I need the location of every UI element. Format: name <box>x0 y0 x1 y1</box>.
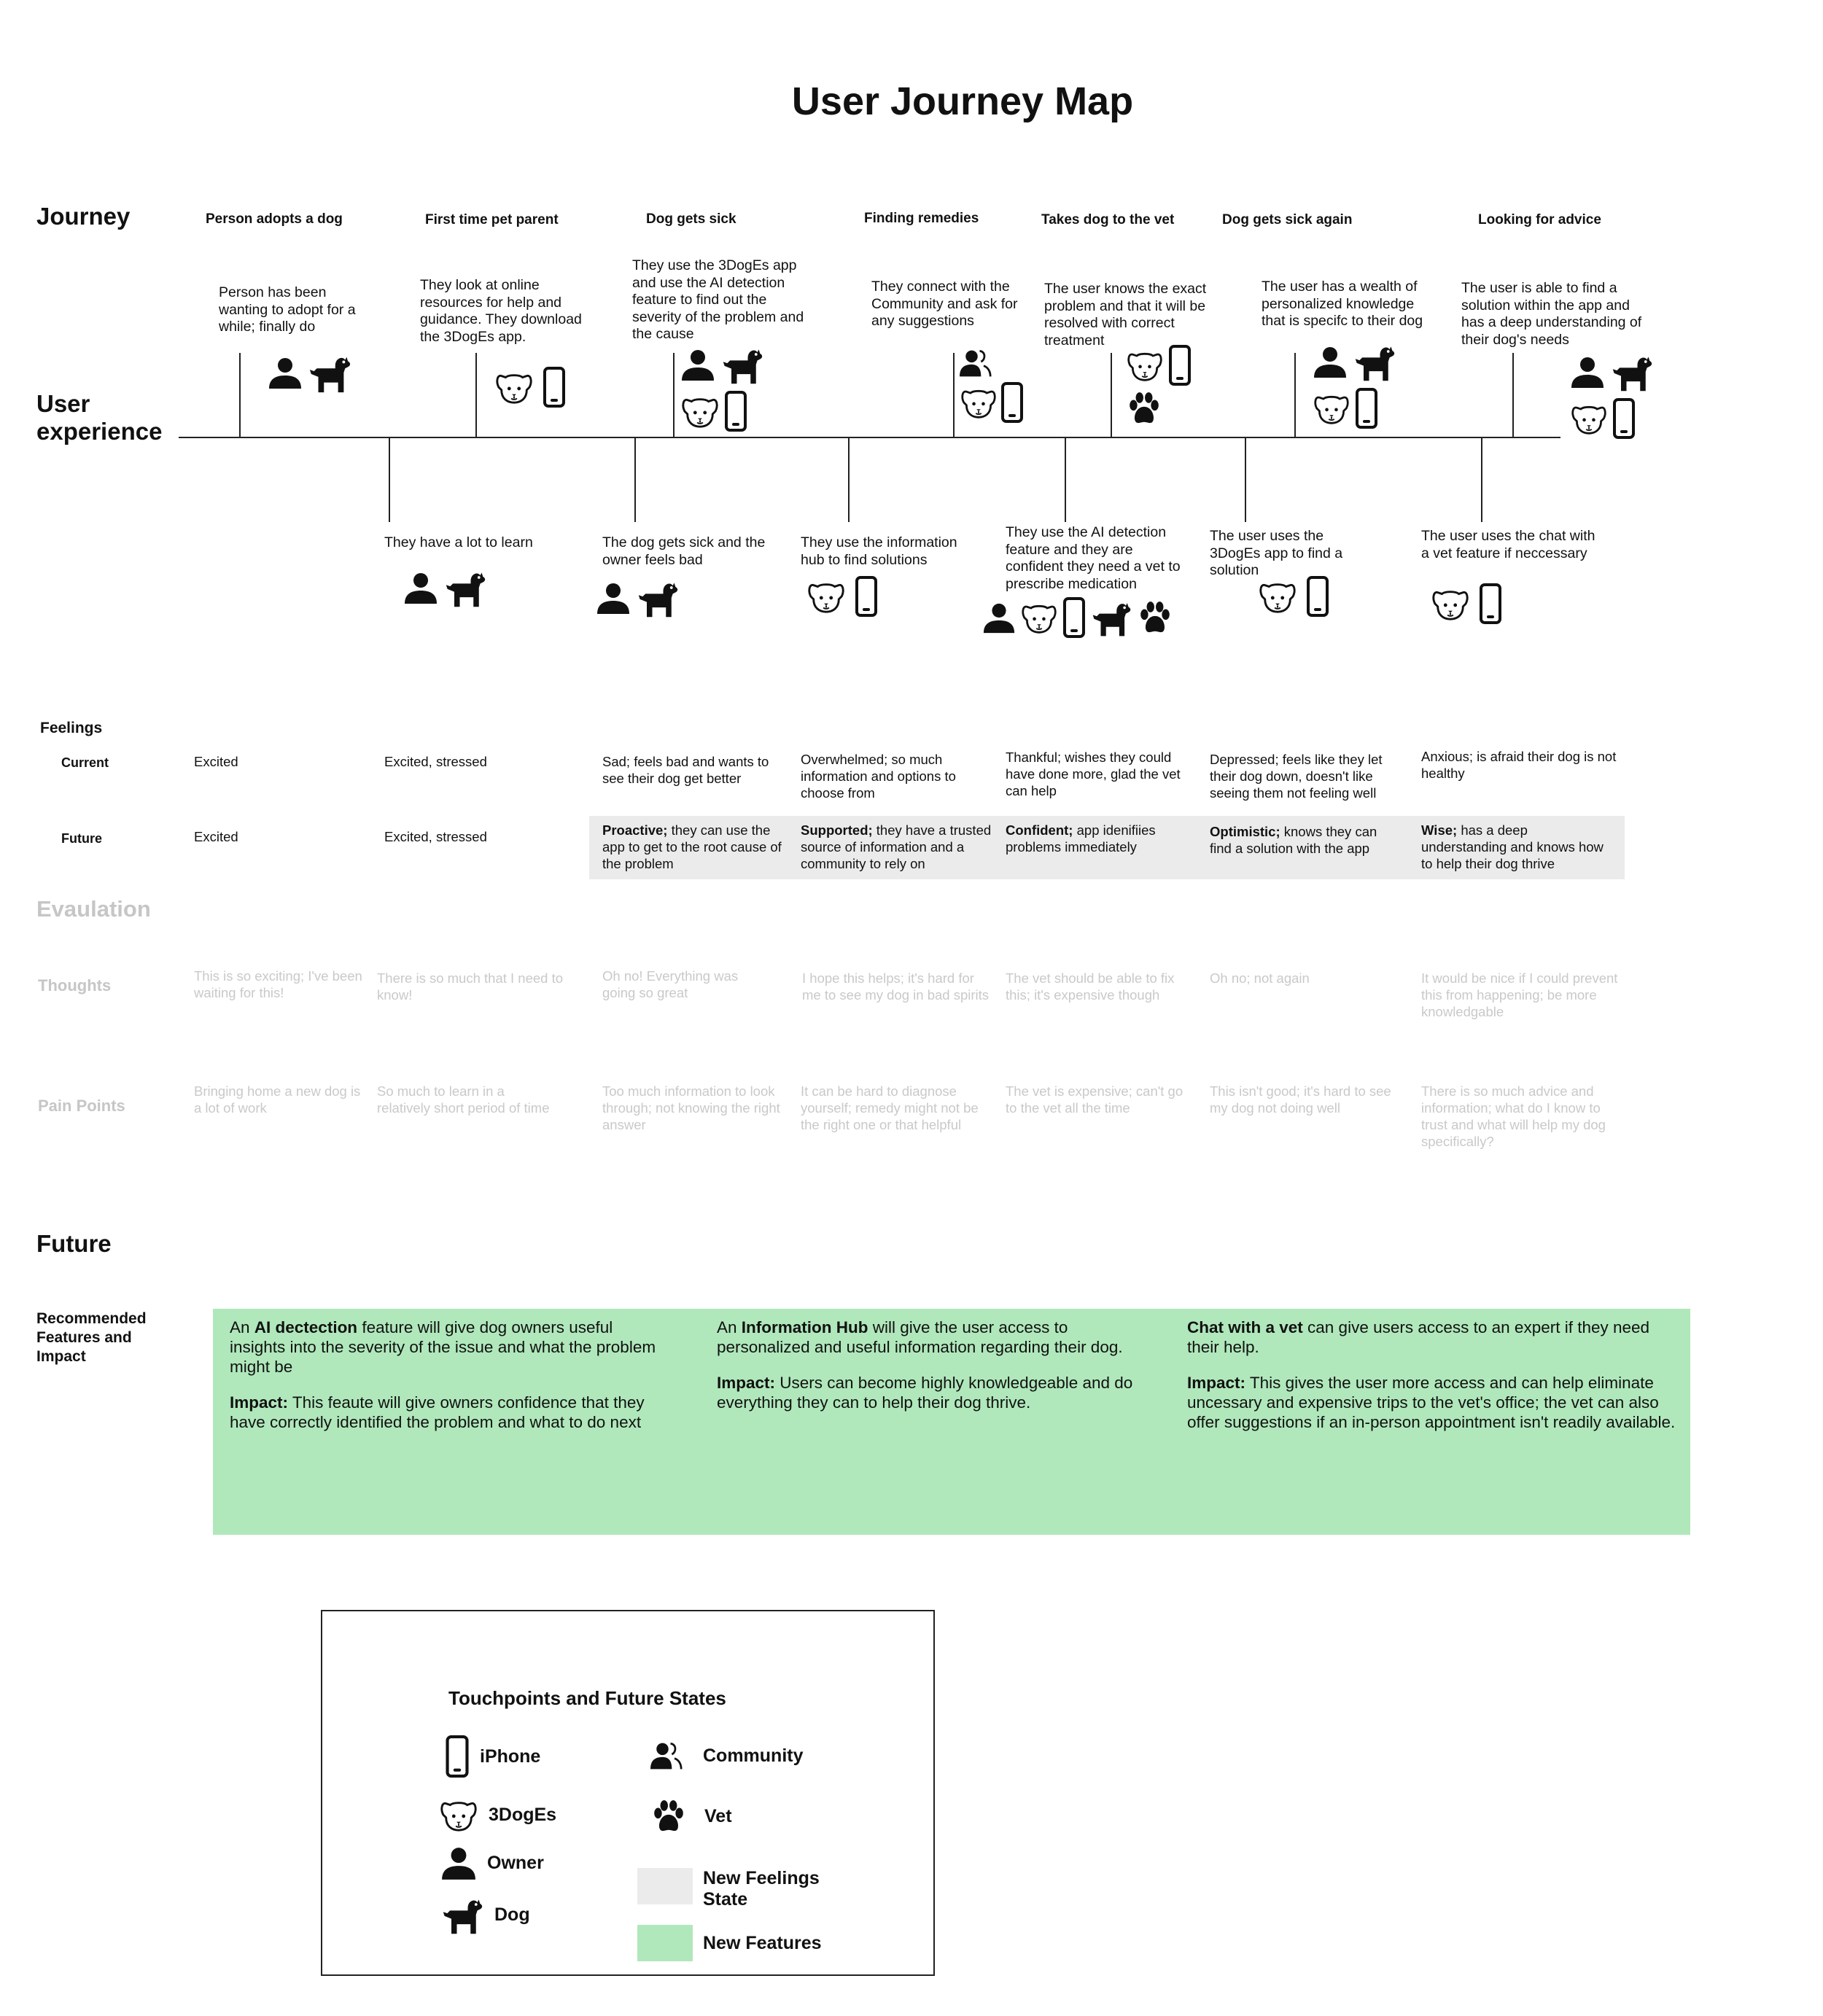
tick-up <box>673 353 675 437</box>
ux-bottom-3: They use the information hub to find solutions <box>801 534 957 568</box>
owner-icon <box>440 1845 477 1881</box>
new-feelings-swatch <box>637 1868 693 1904</box>
user-experience-label: User experience <box>36 390 163 445</box>
icons-group <box>806 576 878 617</box>
legend-iphone <box>445 1735 540 1778</box>
dog-icon <box>1090 596 1132 639</box>
stage-4: Finding remedies <box>864 211 979 226</box>
tick-up <box>1111 353 1112 437</box>
dog-icon <box>1609 350 1655 394</box>
feature-information-hub: An Information Hub will give the user access to personalized and useful information regarding their dog. Impact: Users can become highly knowledgeable and do everything they can to help their dog thrive. <box>717 1318 1133 1412</box>
ux-top-1: Person has been wanting to adopt for a while; finally do <box>219 284 356 335</box>
icons-group <box>403 566 488 610</box>
legend <box>321 1610 935 1976</box>
feeling-future: Wise; has a deep understanding and knows how to help their dog thrive <box>1421 822 1604 871</box>
iphone-icon <box>1000 382 1024 423</box>
stage-1: Person adopts a dog <box>206 211 343 227</box>
tick-down <box>1245 437 1246 522</box>
tick-down <box>1065 437 1066 522</box>
iphone-icon <box>543 367 566 408</box>
legend-owner <box>440 1845 544 1881</box>
feeling-future: Proactive; they can use the app to get to the root cause of the problem <box>602 822 782 871</box>
3dogs-app-icon <box>494 369 534 405</box>
dog-icon <box>443 566 488 610</box>
feeling-current: Thankful; wishes they could have done more, glad the vet can help <box>1006 750 1181 798</box>
legend-new-features-label: New Features <box>703 1932 822 1953</box>
pain-point: The vet is expensive; can't go to the vet all the time <box>1006 1083 1183 1116</box>
feeling-current: Overwhelmed; so much information and options to choose from <box>801 752 956 801</box>
3dogs-app-icon <box>439 1797 478 1833</box>
iphone-icon <box>855 576 878 617</box>
stage-5: Takes dog to the vet <box>1041 212 1175 227</box>
feelings-label: Feelings <box>40 720 103 736</box>
owner-icon <box>596 580 631 615</box>
community-icon <box>650 1740 683 1772</box>
thoughts-label: Thoughts <box>38 976 112 995</box>
ux-top-5: The user knows the exact problem and that it will be resolved with correct treatment <box>1044 281 1207 349</box>
3dogs-app-icon <box>960 385 998 420</box>
icons-group <box>494 367 566 408</box>
dog-icon <box>307 350 352 395</box>
feature-ai-detection: An AI dectection feature will give dog owners useful insights into the severity of the issue and what the problem might be Impact: This feaute will give owners confidence that they have correctly identified the problem and what to do next <box>230 1318 656 1431</box>
feeling-current: Excited, stressed <box>384 754 487 769</box>
legend-community-label: Community <box>703 1745 804 1766</box>
ux-top-7: The user is able to find a solution within the app and has a deep understanding of their dog's needs <box>1461 280 1642 348</box>
recommended-features-label: Recommended Features and Impact <box>36 1310 147 1365</box>
current-label: Current <box>61 755 109 770</box>
pain-point: This isn't good; it's hard to see my dog not doing well <box>1210 1083 1391 1116</box>
ux-bottom-4: They use the AI detection feature and they are confident they need a vet to prescribe medication <box>1006 524 1181 592</box>
icons-group <box>268 350 352 395</box>
legend-vet-label: Vet <box>704 1805 732 1826</box>
ux-bottom-5: The user uses the 3DogEs app to find a solution <box>1210 528 1343 578</box>
pain-points-label: Pain Points <box>38 1097 125 1115</box>
tick-up <box>1294 353 1296 437</box>
legend-dog-label: Dog <box>494 1904 530 1925</box>
tick-up <box>475 353 477 437</box>
icons-group <box>1431 583 1502 624</box>
legend-community <box>650 1740 804 1772</box>
3dogs-app-icon <box>1570 401 1608 436</box>
thought: Oh no; not again <box>1210 970 1310 986</box>
legend-owner-label: Owner <box>487 1852 544 1873</box>
3dogs-app-icon <box>680 393 720 429</box>
feeling-future: Optimistic; knows they can find a solution with the app <box>1210 824 1377 856</box>
thought: The vet should be able to fix this; it's expensive though <box>1006 970 1175 1003</box>
feeling-current: Anxious; is afraid their dog is not healthy <box>1421 749 1617 781</box>
tick-up <box>239 353 241 437</box>
thought: I hope this helps; it's hard for me to see my dog in bad spirits <box>802 970 990 1003</box>
owner-icon <box>1313 344 1348 379</box>
ux-bottom-1: They have a lot to learn <box>384 534 533 550</box>
ux-top-2: They look at online resources for help and guidance. They download the 3DogEs app. <box>420 277 582 345</box>
3dogs-app-icon <box>1258 578 1297 615</box>
community-icon <box>960 347 1040 379</box>
stage-2: First time pet parent <box>425 212 559 227</box>
feeling-future: Excited, stressed <box>384 829 487 844</box>
feeling-current: Excited <box>194 754 238 769</box>
stage-7: Looking for advice <box>1478 212 1601 227</box>
thought: There is so much that I need to know! <box>377 970 564 1003</box>
pain-point: There is so much advice and information; what do I know to trust and what will help my dog specifically? <box>1421 1083 1606 1149</box>
iphone-icon <box>1168 345 1192 386</box>
icons-group <box>1570 350 1665 439</box>
3dogs-app-icon <box>806 578 846 615</box>
feeling-current: Sad; feels bad and wants to see their dog get better <box>602 754 769 786</box>
journey-label: Journey <box>36 203 131 230</box>
legend-new-feelings-label: New Feelings State <box>703 1868 820 1910</box>
legend-vet <box>650 1798 732 1834</box>
tick-up <box>1512 353 1514 437</box>
stage-3: Dog gets sick <box>646 211 736 227</box>
owner-icon <box>982 601 1016 634</box>
owner-icon <box>268 355 303 390</box>
feeling-future: Confident; app idenifiies problems immediately <box>1006 822 1156 855</box>
feature-chat-with-vet: Chat with a vet can give users access to an expert if they need their help. Impact: This gives the user more access and can help eliminate uncessary and expensive trips to the vet's office; the vet can also offer suggestions if an in-person appointment isn't readily available. <box>1187 1318 1676 1431</box>
legend-iphone-label: iPhone <box>480 1745 541 1767</box>
legend-3dogs <box>439 1797 556 1833</box>
ux-top-3: They use the 3DogEs app and use the AI detection feature to find out the severity of the problem and the cause <box>632 257 804 342</box>
legend-new-feelings <box>637 1868 849 1910</box>
legend-title: Touchpoints and Future States <box>448 1687 726 1709</box>
pain-point: It can be hard to diagnose yourself; remedy might not be the right one or that helpful <box>801 1083 979 1132</box>
tick-down <box>634 437 636 522</box>
pain-point: Too much information to look through; not knowing the right answer <box>602 1083 780 1132</box>
page-title: User Journey Map <box>791 79 1134 123</box>
future-label: Future <box>36 1230 112 1257</box>
iphone-icon <box>1062 597 1086 638</box>
vet-icon <box>1137 599 1173 636</box>
icons-group <box>960 347 1040 423</box>
ux-bottom-6: The user uses the chat with a vet feature if neccessary <box>1421 528 1595 561</box>
legend-dog <box>440 1893 530 1937</box>
ux-top-6: The user has a wealth of personalized knowledge that is specifc to their dog <box>1262 279 1423 329</box>
thought: It would be nice if I could prevent this from happening; be more knowledgable <box>1421 970 1618 1019</box>
tick-down <box>848 437 850 522</box>
feeling-current: Depressed; feels like they let their dog down, doesn't like seeing them not feeling well <box>1210 752 1383 801</box>
owner-icon <box>680 347 715 382</box>
tick-down <box>1481 437 1482 522</box>
iphone-icon <box>1355 388 1378 429</box>
icons-group <box>1126 345 1206 427</box>
new-features-swatch <box>637 1925 693 1961</box>
3dogs-app-icon <box>1313 391 1350 426</box>
icons-group <box>1258 576 1329 617</box>
3dogs-app-icon <box>1020 600 1058 635</box>
3dogs-app-icon <box>1431 585 1470 622</box>
iphone-icon <box>445 1735 470 1778</box>
legend-new-features <box>637 1925 822 1961</box>
feeling-future: Excited <box>194 829 238 844</box>
pain-point: So much to learn in a relatively short period of time <box>377 1083 550 1116</box>
iphone-icon <box>1306 576 1329 617</box>
pain-point: Bringing home a new dog is a lot of work <box>194 1083 361 1116</box>
evaluation-label: Evaulation <box>36 896 151 922</box>
ux-top-4: They connect with the Community and ask for any suggestions <box>871 279 1018 329</box>
vet-icon <box>650 1798 687 1834</box>
dog-icon <box>1352 340 1397 384</box>
icons-group <box>1313 340 1415 429</box>
dog-icon <box>635 576 680 620</box>
vet-icon <box>1126 390 1162 427</box>
thought: This is so exciting; I've been waiting for this! <box>194 968 362 1000</box>
icons-group <box>982 596 1173 639</box>
tick-down <box>389 437 390 522</box>
owner-icon <box>1570 354 1605 389</box>
iphone-icon <box>1479 583 1502 624</box>
3dogs-app-icon <box>1126 348 1164 383</box>
dog-icon <box>720 343 765 386</box>
feeling-future: Supported; they have a trusted source of information and a community to rely on <box>801 822 992 871</box>
legend-3dogs-label: 3DogEs <box>489 1804 557 1825</box>
owner-icon <box>403 570 438 605</box>
icons-group <box>680 343 782 432</box>
dog-icon <box>440 1893 484 1937</box>
future-feelings-label: Future <box>61 831 102 846</box>
tick-up <box>953 353 955 437</box>
iphone-icon <box>724 391 747 432</box>
icons-group <box>596 576 680 620</box>
iphone-icon <box>1612 398 1636 439</box>
thought: Oh no! Everything was going so great <box>602 968 739 1000</box>
stage-6: Dog gets sick again <box>1222 212 1353 227</box>
timeline-axis <box>179 437 1560 438</box>
ux-bottom-2: The dog gets sick and the owner feels bad <box>602 534 766 568</box>
